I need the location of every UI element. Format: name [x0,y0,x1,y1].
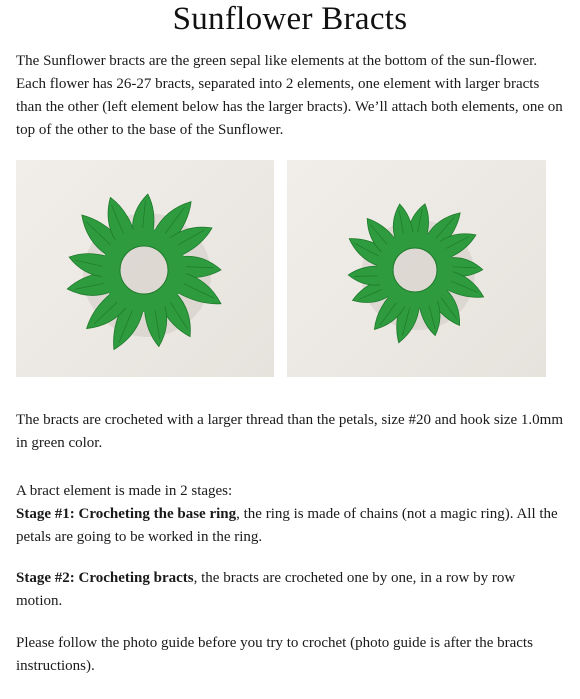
photo-smaller-bracts [287,160,546,377]
stage1-label: Stage #1: Crocheting the base ring [16,506,237,522]
stages-paragraph [16,480,564,549]
bract-ring-image-right [287,160,546,377]
bract-ring-image-left [16,160,274,377]
follow-paragraph: Please follow the photo guide before you try to crochet (photo guide is after the bracts instructions). [16,635,533,674]
stage2-label: Stage #2: Crocheting bracts [16,570,194,586]
stage2-text: , the bracts are crocheted one by one, in a row by row motion. [16,570,516,609]
stage2-paragraph [16,567,564,613]
page-title: Sunflower Bracts [172,1,408,37]
thread-paragraph: The bracts are crocheted with a larger thread than the petals, size #20 and hook size 1.0mm in green color. [16,412,564,451]
intro-paragraph: The Sunflower bracts are the green sepal like elements at the bottom of the sun-flower. Each flower has 26-27 bracts, separated into 2 elements, one element with larger bracts than the other (left element below has the larger bracts). We’ll attach both elements, one on top of the other to the base of the Sunflower. [16,53,563,138]
stage1-text: , the ring is made of chains (not a magic ring). All the petals are going to be worked in the ring. [16,506,558,545]
stages-intro: A bract element is made in 2 stages: [16,483,233,499]
photo-larger-bracts [16,160,274,377]
